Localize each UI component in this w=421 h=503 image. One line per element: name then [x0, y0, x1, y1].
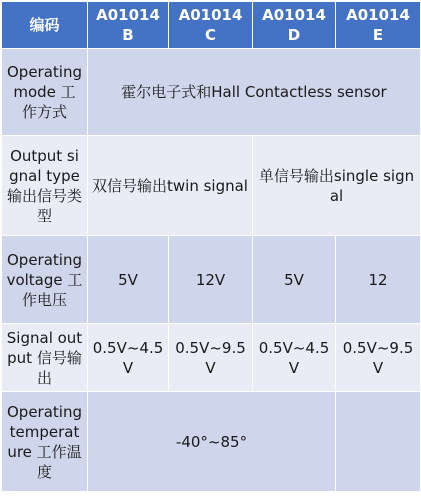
header-col-b: A01014 B	[88, 2, 169, 49]
header-code: 编码	[2, 2, 88, 49]
signal-output-c: 0.5V~9.5V	[169, 324, 253, 392]
header-col-c: A01014 C	[169, 2, 253, 49]
label-operating-temperature: Operating temperature 工作温度	[2, 392, 88, 492]
value-temperature-e	[336, 392, 421, 492]
spec-table	[1, 1, 421, 492]
value-operating-mode: 霍尔电子式和Hall Contactless sensor	[88, 49, 421, 136]
value-operating-temperature: -40°~85°	[88, 392, 336, 492]
label-signal-output: Signal output 信号输出	[2, 324, 88, 392]
row-output-signal-type	[2, 136, 421, 236]
row-operating-mode	[2, 49, 421, 136]
signal-output-e: 0.5V~9.5V	[336, 324, 421, 392]
row-operating-voltage	[2, 236, 421, 324]
label-operating-voltage: Operating voltage 工作电压	[2, 236, 88, 324]
voltage-e: 12	[336, 236, 421, 324]
signal-output-b: 0.5V~4.5V	[88, 324, 169, 392]
label-output-signal-type: Output signal type 输出信号类型	[2, 136, 88, 236]
value-twin-signal: 双信号输出twin signal	[88, 136, 253, 236]
header-col-e: A01014 E	[336, 2, 421, 49]
signal-output-d: 0.5V~4.5V	[253, 324, 336, 392]
voltage-d: 5V	[253, 236, 336, 324]
voltage-c: 12V	[169, 236, 253, 324]
voltage-b: 5V	[88, 236, 169, 324]
row-signal-output	[2, 324, 421, 392]
header-col-d: A01014 D	[253, 2, 336, 49]
row-operating-temperature	[2, 392, 421, 492]
label-operating-mode: Operating mode 工作方式	[2, 49, 88, 136]
header-row	[2, 2, 421, 49]
value-single-signal: 单信号输出single signal	[253, 136, 421, 236]
